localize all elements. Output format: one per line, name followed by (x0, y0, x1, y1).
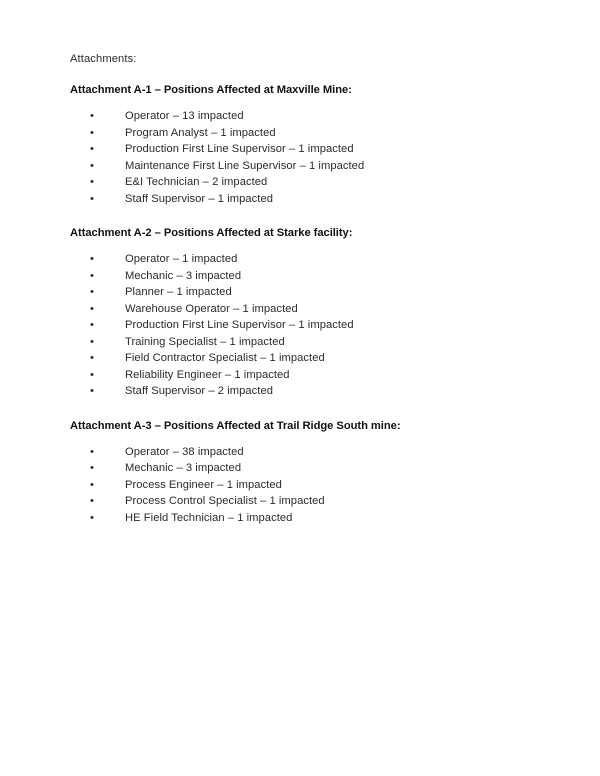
list-item (70, 251, 540, 268)
position-label: HE Field Technician – 1 impacted (125, 511, 293, 524)
position-list (70, 108, 540, 207)
bullet-icon: • (90, 126, 94, 139)
bullet-icon: • (90, 352, 94, 364)
position-label: Process Engineer – 1 impacted (125, 478, 282, 491)
bullet-icon: • (90, 445, 94, 458)
position-label: Maintenance First Line Supervisor – 1 impacted (125, 159, 365, 172)
bullet-icon: • (90, 176, 94, 188)
position-label: Mechanic – 3 impacted (125, 269, 242, 282)
list-item (70, 158, 540, 175)
bullet-icon: • (90, 511, 94, 524)
position-list (70, 444, 540, 527)
attachment-section (70, 419, 540, 527)
bullet-icon: • (90, 335, 94, 348)
list-item (70, 444, 540, 461)
bullet-icon: • (90, 192, 94, 205)
position-label: Reliability Engineer – 1 impacted (125, 368, 290, 381)
bullet-icon: • (90, 368, 94, 381)
bullet-icon: • (90, 253, 94, 265)
position-label: Staff Supervisor – 1 impacted (125, 192, 274, 205)
list-item (70, 284, 540, 301)
position-label: Production First Line Supervisor – 1 impacted (125, 319, 354, 331)
bullet-icon: • (90, 495, 94, 507)
bullet-icon: • (90, 159, 94, 172)
position-label: Planner – 1 impacted (125, 286, 232, 298)
bullet-icon: • (90, 462, 94, 474)
position-label: Process Control Specialist – 1 impacted (125, 495, 325, 507)
list-item (70, 191, 540, 208)
list-item (70, 317, 540, 334)
position-label: Warehouse Operator – 1 impacted (125, 302, 298, 315)
position-label: Staff Supervisor – 2 impacted (125, 385, 274, 397)
list-item (70, 367, 540, 384)
position-label: Field Contractor Specialist – 1 impacted (125, 352, 325, 364)
position-label: Operator – 13 impacted (125, 110, 244, 122)
position-label: Program Analyst – 1 impacted (125, 126, 276, 139)
list-item (70, 477, 540, 494)
attachments-label: Attachments: (70, 53, 137, 65)
attachment-section (70, 83, 540, 207)
list-item (70, 460, 540, 477)
attachment-heading: Attachment A-1 – Positions Affected at Maxville Mine: (70, 84, 352, 96)
list-item (70, 493, 540, 510)
position-list (70, 251, 540, 400)
position-label: Production First Line Supervisor – 1 impacted (125, 143, 354, 155)
list-item (70, 125, 540, 142)
list-item (70, 383, 540, 400)
attachment-heading: Attachment A-2 – Positions Affected at Starke facility: (70, 227, 353, 239)
bullet-icon: • (90, 286, 94, 298)
bullet-icon: • (90, 385, 94, 397)
list-item (70, 350, 540, 367)
position-label: Mechanic – 3 impacted (125, 462, 242, 474)
list-item (70, 301, 540, 318)
bullet-icon: • (90, 269, 94, 282)
list-item (70, 510, 540, 527)
attachment-sections (70, 83, 540, 526)
bullet-icon: • (90, 110, 94, 122)
attachment-heading: Attachment A-3 – Positions Affected at Trail Ridge South mine: (70, 419, 401, 432)
list-item (70, 268, 540, 285)
bullet-icon: • (90, 143, 94, 155)
position-label: Training Specialist – 1 impacted (125, 335, 285, 348)
list-item (70, 141, 540, 158)
list-item (70, 108, 540, 125)
bullet-icon: • (90, 302, 94, 315)
list-item (70, 334, 540, 351)
list-item (70, 174, 540, 191)
position-label: Operator – 1 impacted (125, 253, 238, 265)
bullet-icon: • (90, 319, 94, 331)
bullet-icon: • (90, 478, 94, 491)
attachment-section (70, 226, 540, 400)
position-label: E&I Technician – 2 impacted (125, 176, 268, 188)
position-label: Operator – 38 impacted (125, 445, 244, 458)
